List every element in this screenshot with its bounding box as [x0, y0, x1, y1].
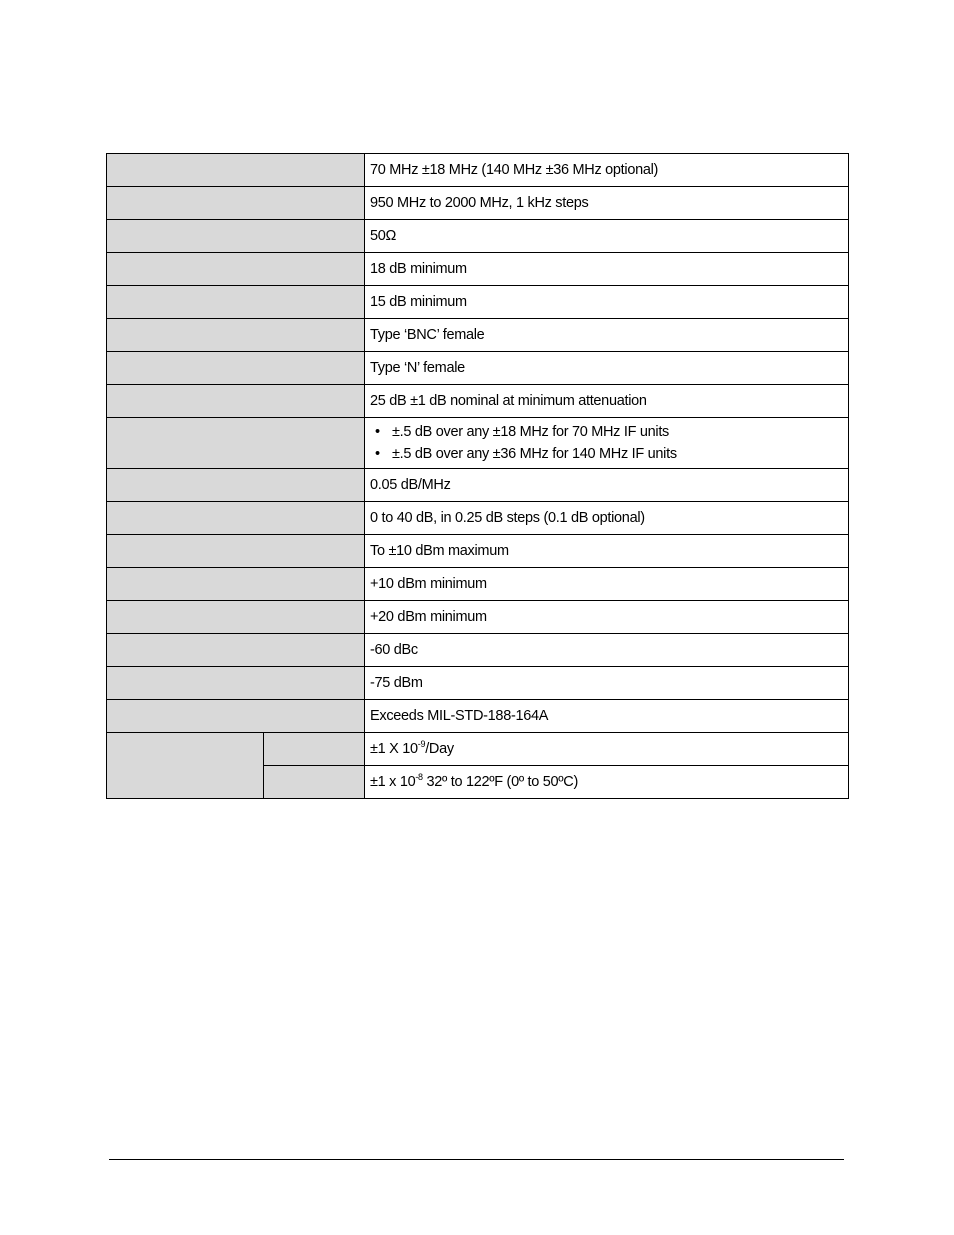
spec-value-cell: 0.05 dB/MHz [365, 469, 849, 502]
spec-row [107, 220, 849, 253]
spec-label-cell [107, 286, 365, 319]
spec-value-cell: 950 MHz to 2000 MHz, 1 kHz steps [365, 187, 849, 220]
spec-label-cell [107, 502, 365, 535]
spec-value-cell: To ±10 dBm maximum [365, 535, 849, 568]
stability-group-label-cell [107, 733, 264, 799]
spec-label-cell [107, 535, 365, 568]
spec-row [107, 733, 849, 766]
spec-value-cell: 0 to 40 dB, in 0.25 dB steps (0.1 dB optional) [365, 502, 849, 535]
list-item: • ±.5 dB over any ±36 MHz for 140 MHz IF units [370, 443, 843, 465]
spec-label-cell [107, 154, 365, 187]
spec-value-cell: 70 MHz ±18 MHz (140 MHz ±36 MHz optional) [365, 154, 849, 187]
spec-value-cell [365, 418, 849, 469]
spec-label-cell [107, 385, 365, 418]
spec-value-cell [365, 766, 849, 799]
spec-row [107, 352, 849, 385]
stability-value-suffix: 32º to 122ºF (0º to 50ºC) [422, 774, 579, 790]
spec-value-cell: +10 dBm minimum [365, 568, 849, 601]
spec-label-cell [107, 601, 365, 634]
spec-row [107, 187, 849, 220]
spec-value-cell: Exceeds MIL-STD-188-164A [365, 700, 849, 733]
spec-row [107, 700, 849, 733]
spec-row [107, 502, 849, 535]
spec-label-cell [107, 352, 365, 385]
spec-label-cell [107, 253, 365, 286]
spec-value-cell: +20 dBm minimum [365, 601, 849, 634]
spec-row [107, 469, 849, 502]
spec-label-cell [107, 700, 365, 733]
spec-label-cell [107, 469, 365, 502]
spec-label-cell [107, 418, 365, 469]
spec-value-cell: Type ‘BNC’ female [365, 319, 849, 352]
spec-value-cell: 15 dB minimum [365, 286, 849, 319]
spec-value-cell: 25 dB ±1 dB nominal at minimum attenuation [365, 385, 849, 418]
stability-value-prefix: ±1 x 10 [370, 774, 416, 790]
spec-value-cell: Type ‘N’ female [365, 352, 849, 385]
spec-row [107, 634, 849, 667]
spec-label-cell [107, 187, 365, 220]
specifications-table [106, 153, 849, 799]
stability-value-suffix: /Day [425, 741, 454, 757]
stability-value-prefix: ±1 X 10 [370, 741, 418, 757]
stability-sub-label-cell [264, 766, 365, 799]
spec-row [107, 385, 849, 418]
spec-row [107, 319, 849, 352]
spec-label-cell [107, 634, 365, 667]
list-item: • ±.5 dB over any ±18 MHz for 70 MHz IF units [370, 421, 843, 443]
spec-row [107, 535, 849, 568]
spec-row [107, 253, 849, 286]
stability-value-exponent: -9 [417, 739, 426, 749]
spec-row [107, 154, 849, 187]
spec-value-cell: -60 dBc [365, 634, 849, 667]
spec-value-cell: -75 dBm [365, 667, 849, 700]
spec-row [107, 601, 849, 634]
stability-value-exponent: -8 [415, 772, 423, 782]
spec-value-cell: 50Ω [365, 220, 849, 253]
spec-label-cell [107, 667, 365, 700]
spec-value-cell: 18 dB minimum [365, 253, 849, 286]
stability-sub-label-cell [264, 733, 365, 766]
spec-bullet-list [370, 421, 843, 465]
spec-label-cell [107, 568, 365, 601]
spec-row [107, 418, 849, 469]
spec-row [107, 568, 849, 601]
spec-label-cell [107, 319, 365, 352]
spec-row [107, 667, 849, 700]
spec-value-cell [365, 733, 849, 766]
footer-rule [109, 1159, 844, 1160]
spec-label-cell [107, 220, 365, 253]
spec-row [107, 286, 849, 319]
